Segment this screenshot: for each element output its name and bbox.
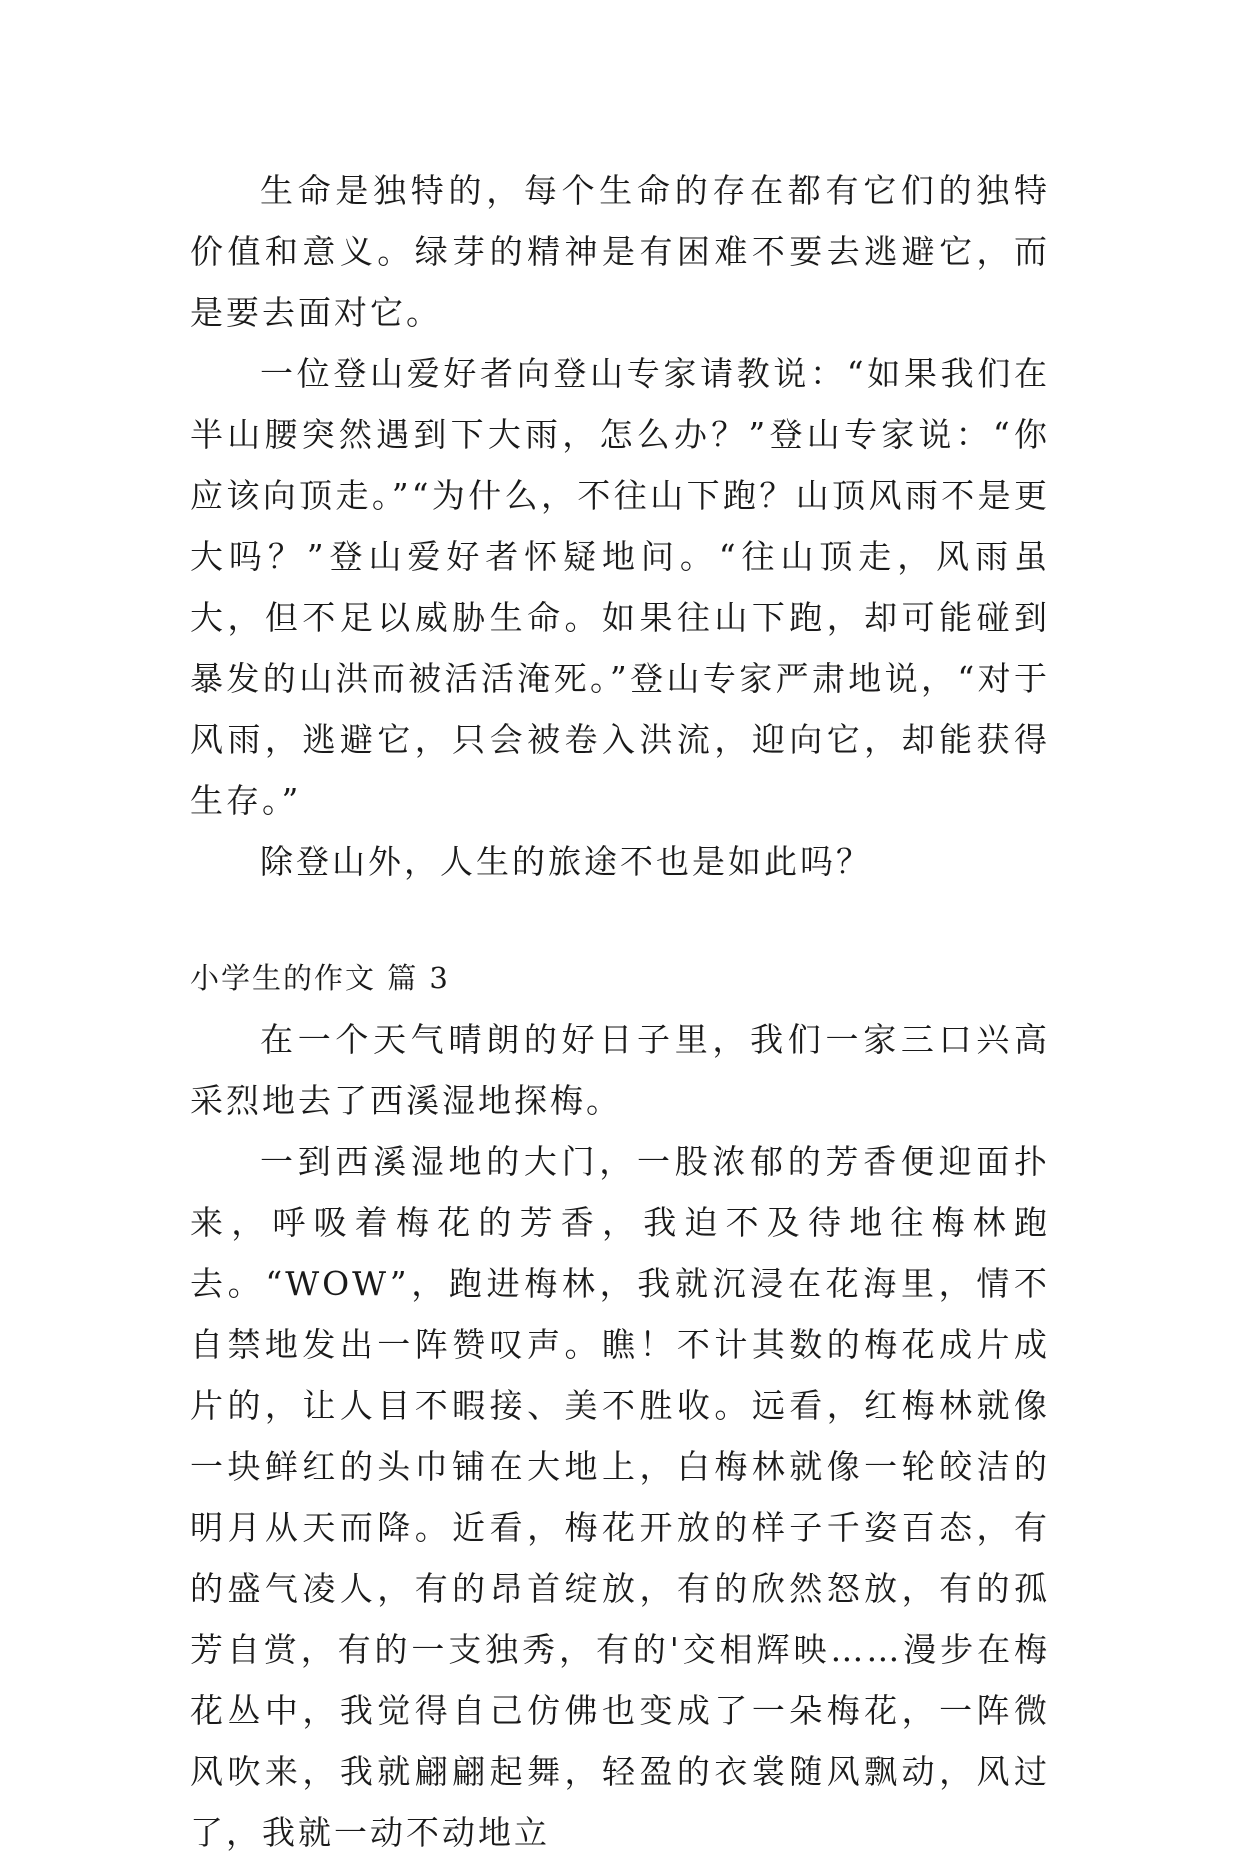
document-page [190,160,1050,1863]
paragraph-sunny-day: 在一个天气晴朗的好日子里，我们一家三口兴高采烈地去了西溪湿地探梅。 [190,1020,1050,1120]
section-heading: 小学生的作文 篇 3 [190,961,450,995]
paragraph-life-meaning: 生命是独特的，每个生命的存在都有它们的独特价值和意义。绿芽的精神是有困难不要去逃避它，而是要去面对它。 [190,171,1050,332]
paragraph-plum-blossoms: 一到西溪湿地的大门，一股浓郁的芳香便迎面扑来，呼吸着梅花的芳香，我迫不及待地往梅林跑去。“WOW”，跑进梅林，我就沉浸在花海里，情不自禁地发出一阵赞叹声。瞧！不计其数的梅花成片成片的，让人目不暇接、美不胜收。远看，红梅林就像一块鲜红的头巾铺在大地上，白梅林就像一轮皎洁的明月从天而降。近看，梅花开放的样子千姿百态，有的盛气凌人，有的昂首绽放，有的欣然怒放，有的孤芳自赏，有的一支独秀，有的'交相辉映……漫步在梅花丛中，我觉得自己仿佛也变成了一朵梅花，一阵微风吹来，我就翩翩起舞，轻盈的衣裳随风飘动，风过了，我就一动不动地立 [190,1142,1050,1852]
paragraph-life-journey: 除登山外，人生的旅途不也是如此吗？ [260,842,872,881]
paragraph-mountain-story: 一位登山爱好者向登山专家请教说：“如果我们在半山腰突然遇到下大雨，怎么办？”登山专家说：“你应该向顶走。”“为什么，不往山下跑？山顶风雨不是更大吗？”登山爱好者怀疑地问。“往山顶走，风雨虽大，但不足以威胁生命。如果往山下跑，却可能碰到暴发的山洪而被活活淹死。”登山专家严肃地说，“对于风雨，逃避它，只会被卷入洪流，迎向它，却能获得生存。” [190,354,1050,820]
